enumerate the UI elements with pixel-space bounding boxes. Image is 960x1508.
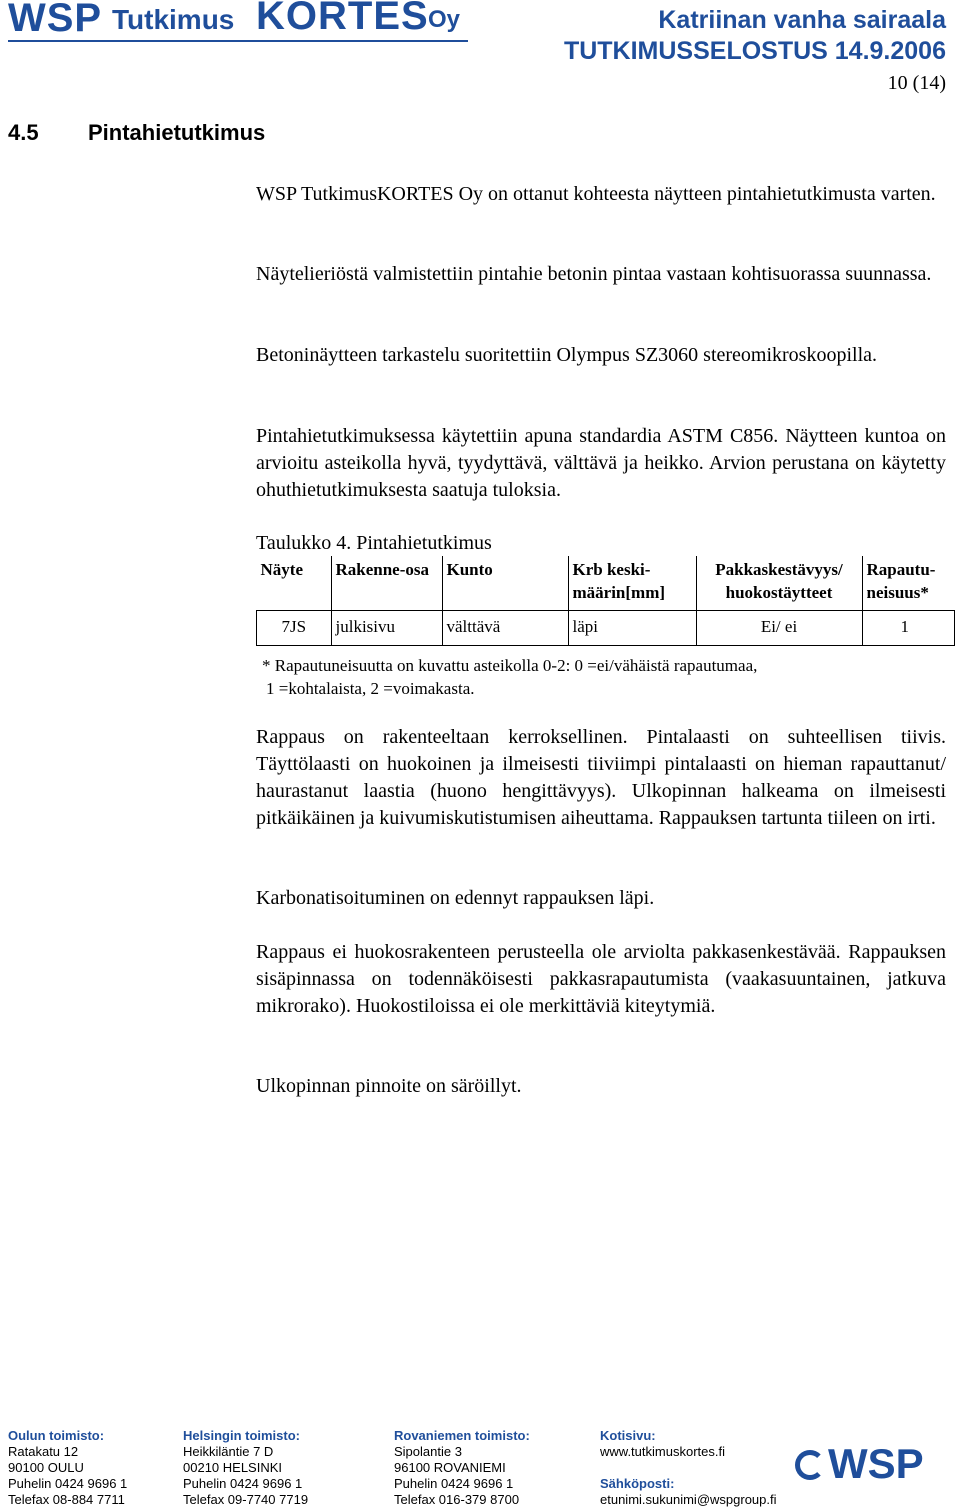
finding-paragraph: Ulkopinnan pinnoite on säröillyt. bbox=[256, 1075, 522, 1097]
table-cell: 1 bbox=[862, 611, 955, 646]
footer-label: Sähköposti: bbox=[600, 1476, 675, 1491]
table-cell: läpi bbox=[568, 611, 696, 646]
header-cell: Pakkaskestävyys/ huokostäytteet bbox=[696, 556, 862, 611]
website-link[interactable]: www.tutkimuskortes.fi bbox=[600, 1444, 725, 1459]
section-number: 4.5 bbox=[8, 120, 39, 145]
footer-web bbox=[600, 1428, 777, 1508]
footnote-line: 1 =kohtalaista, 2 =voimakasta. bbox=[266, 679, 475, 698]
page-number: 10 (14) bbox=[887, 72, 946, 94]
header-cell: Rakenne-osa bbox=[331, 556, 442, 611]
wsp-logo-mark-icon bbox=[795, 1450, 825, 1480]
footer-postal: 00210 HELSINKI bbox=[183, 1460, 283, 1475]
footer-fax: Telefax 016-379 8700 bbox=[394, 1492, 520, 1507]
report-title: TUTKIMUSSELOSTUS 14.9.2006 bbox=[563, 37, 946, 65]
footer-fax: Telefax 09-7740 7719 bbox=[183, 1492, 309, 1507]
header-cell: Rapautu-neisuus* bbox=[862, 556, 955, 611]
section-title: Pintahietutkimus bbox=[88, 120, 266, 145]
finding-paragraph: Karbonatisoituminen on edennyt rappauksen läpi. bbox=[256, 887, 655, 909]
footer-street: Ratakatu 12 bbox=[8, 1444, 79, 1459]
table-cell: julkisivu bbox=[331, 611, 442, 646]
table-caption: Taulukko 4. Pintahietutkimus bbox=[256, 532, 492, 554]
logo-tutkimus: Tutkimus bbox=[112, 4, 235, 35]
logo-oy: Oy bbox=[428, 6, 461, 33]
table-header-row bbox=[257, 556, 955, 611]
email-link[interactable]: etunimi.sukunimi@wspgroup.fi bbox=[600, 1492, 777, 1507]
table-cell: välttävä bbox=[442, 611, 568, 646]
header-cell: Kunto bbox=[442, 556, 568, 611]
logo-underline bbox=[8, 40, 468, 42]
logo-kortes: KORTES bbox=[256, 0, 429, 38]
footer-postal: 96100 ROVANIEMI bbox=[394, 1460, 506, 1475]
table-cell: 7JS bbox=[257, 611, 332, 646]
footer-logo: WSP bbox=[828, 1440, 924, 1487]
table-row bbox=[257, 611, 955, 646]
finding-paragraph: Rappaus on rakenteeltaan kerroksellinen. Pintalaasti on suhteellisen tiivis. Täyttölaasti on huokoinen ja ilmeisesti tiiviimpi pintalaasti on hieman rapauttanut/ haurastanut laastia (huono hengittävyys). Ulkopinnan halkeama on ilmeisesti pitkäikäinen ja kuivumiskutistumisen aiheuttama. Rappauksen tartunta tiileen on irti. bbox=[256, 726, 946, 829]
header-cell: Näyte bbox=[260, 560, 303, 579]
footer-label: Oulun toimisto: bbox=[8, 1428, 105, 1443]
document-title: Katriinan vanha sairaala bbox=[658, 6, 946, 34]
footer-fax: Telefax 08-884 7711 bbox=[8, 1492, 125, 1507]
footnote-line: * Rapautuneisuutta on kuvattu asteikolla 0-2: 0 =ei/vähäistä rapautumaa, bbox=[262, 656, 758, 675]
footer-rovaniemi bbox=[394, 1428, 530, 1508]
footer-street: Sipolantie 3 bbox=[394, 1444, 462, 1459]
footer-label: Helsingin toimisto: bbox=[183, 1428, 300, 1443]
header-cell: Krb keski-määrin[mm] bbox=[568, 556, 696, 611]
footer-helsinki bbox=[183, 1428, 308, 1508]
table-cell: Ei/ ei bbox=[696, 611, 862, 646]
table-footnote bbox=[262, 654, 757, 700]
footer-phone: Puhelin 0424 9696 1 bbox=[183, 1476, 303, 1491]
paragraph: Betoninäytteen tarkastelu suoritettiin Olympus SZ3060 stereomikroskoopilla. bbox=[256, 344, 878, 366]
footer-label: Rovaniemen toimisto: bbox=[394, 1428, 530, 1443]
footer-phone: Puhelin 0424 9696 1 bbox=[394, 1476, 514, 1491]
paragraph: Pintahietutkimuksessa käytettiin apuna standardia ASTM C856. Näytteen kuntoa on arvioitu asteikolla hyvä, tyydyttävä, välttävä ja heikko. Arvion perustana on käytetty ohuthietutkimuksesta saatuja tuloksia. bbox=[256, 425, 946, 501]
footer-label: Kotisivu: bbox=[600, 1428, 656, 1443]
finding-paragraph: Rappaus ei huokosrakenteen perusteella ole arviolta pakkasenkestävää. Rappauksen sisäpinnassa on todennäköisesti pakkasrapautumista (vaakasuuntainen, jatkuva mikrorako). Huokostiloissa ei ole merkittäviä kiteytymiä. bbox=[256, 941, 946, 1017]
section-heading bbox=[8, 120, 265, 146]
footer-oulu bbox=[8, 1428, 127, 1508]
inspection-table bbox=[256, 556, 955, 646]
logo-wsp: WSP bbox=[8, 0, 103, 40]
footer-postal: 90100 OULU bbox=[8, 1460, 84, 1475]
paragraph: WSP TutkimusKORTES Oy on ottanut kohteesta näytteen pintahietutkimusta varten. bbox=[256, 183, 936, 205]
footer-street: Heikkiläntie 7 D bbox=[183, 1444, 274, 1459]
footer-phone: Puhelin 0424 9696 1 bbox=[8, 1476, 128, 1491]
paragraph: Näytelieriöstä valmistettiin pintahie betonin pintaa vastaan kohtisuorassa suunnassa. bbox=[256, 263, 932, 285]
